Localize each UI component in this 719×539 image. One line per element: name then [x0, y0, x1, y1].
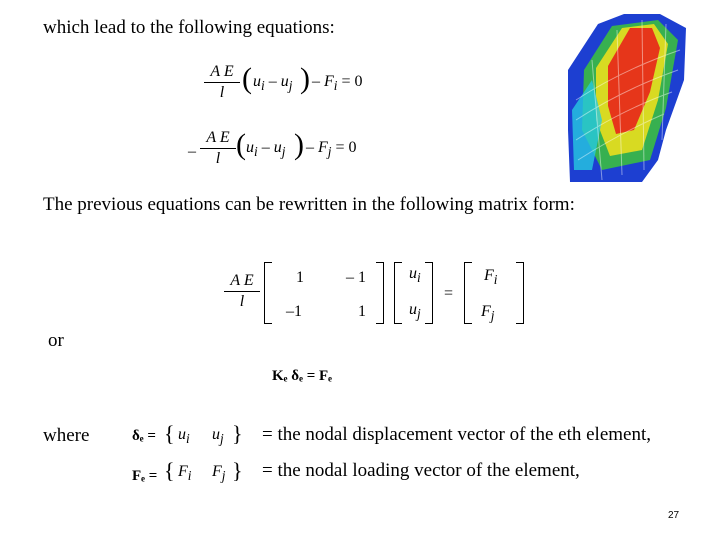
matrix-fraction: [224, 272, 260, 311]
eq1-denominator: l: [219, 84, 225, 101]
def1-v2: $u_j$: [212, 426, 224, 447]
def2-close-brace: }: [232, 458, 243, 483]
eq1-numerator: A E: [210, 63, 234, 80]
rewrite-text: The previous equations can be rewritten in the following matrix form:: [43, 194, 575, 215]
page-number: 27: [668, 510, 680, 521]
def1-v1: $u_i$: [178, 426, 190, 447]
k-right-bracket: [376, 262, 384, 324]
def2-description: = the nodal loading vector of the element,: [262, 460, 580, 481]
eq2-rhs: – $F_j = 0$: [306, 139, 357, 160]
fem-stress-image: [562, 10, 690, 185]
compact-equation: Kₑ δₑ = Fₑ: [272, 368, 333, 384]
k-left-bracket: [264, 262, 272, 324]
f-left-bracket: [464, 262, 472, 324]
u-right-bracket: [425, 262, 433, 324]
eq2-expression: $u_i - u_j$: [246, 139, 286, 160]
eq2-left-paren: (: [236, 128, 246, 161]
def1-close-brace: }: [232, 421, 243, 446]
f2: $F_j$: [481, 303, 495, 324]
eq2-sign: –: [188, 143, 196, 160]
def2-symbol: Fₑ =: [132, 468, 158, 484]
eq1-fraction: [204, 63, 240, 102]
eq2-numerator: A E: [206, 129, 230, 146]
u1: $u_i$: [409, 265, 421, 286]
k22: 1: [358, 303, 366, 320]
k21: –1: [286, 303, 302, 320]
k12: – 1: [346, 269, 366, 286]
u-left-bracket: [394, 262, 402, 324]
matrix-denominator: l: [239, 293, 245, 310]
def1-symbol: δₑ =: [132, 428, 156, 444]
or-text: or: [48, 330, 64, 351]
k11: 1: [296, 269, 304, 286]
def1-description: = the nodal displacement vector of the eth element,: [262, 424, 651, 445]
u2: $u_j$: [409, 301, 421, 322]
def2-v1: $F_i$: [178, 463, 192, 484]
f-right-bracket: [516, 262, 524, 324]
def2-v2: $F_j$: [212, 463, 226, 484]
eq1-rhs: – $F_i = 0$: [312, 73, 363, 94]
intro-text: which lead to the following equations:: [43, 17, 335, 38]
eq2-right-paren: ): [294, 128, 304, 161]
def2-open-brace: {: [164, 458, 175, 483]
def1-open-brace: {: [164, 421, 175, 446]
eq1-right-paren: ): [300, 62, 310, 95]
matrix-numerator: A E: [230, 272, 254, 289]
eq1-left-paren: (: [242, 62, 252, 95]
f1: $F_i$: [484, 267, 498, 288]
eq1-expression: $u_i - u_j$: [253, 73, 293, 94]
eq2-fraction: [200, 129, 236, 168]
eq2-denominator: l: [215, 150, 221, 167]
where-text: where: [43, 425, 90, 446]
matrix-equals: =: [444, 285, 454, 302]
